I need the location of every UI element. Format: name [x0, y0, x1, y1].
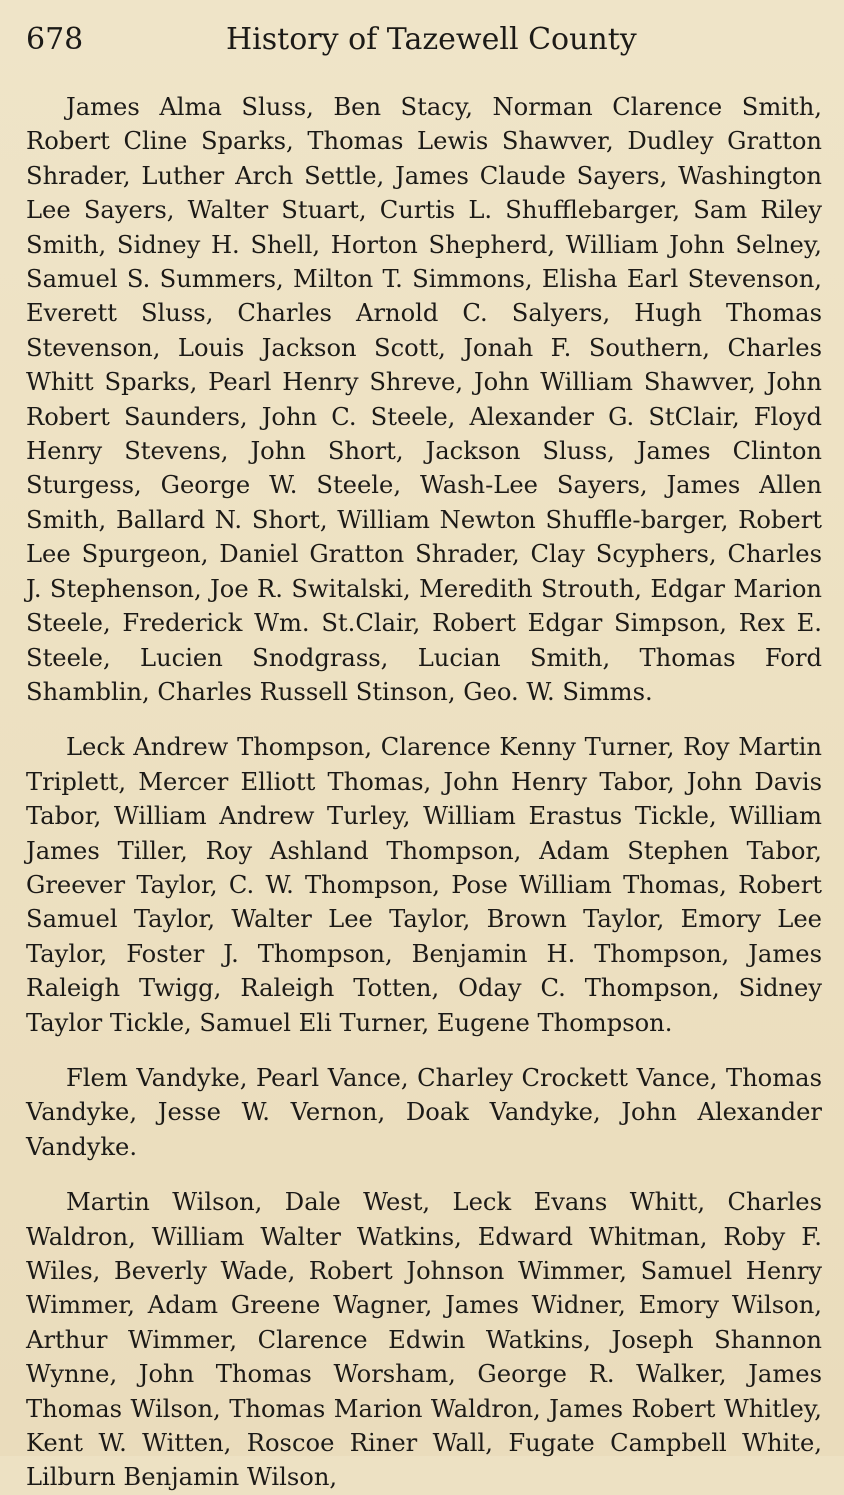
page-header: [26, 22, 818, 66]
running-title: History of Tazewell County: [226, 22, 637, 57]
page-body: [26, 90, 822, 1495]
page-number: 678: [26, 22, 84, 57]
paragraph-w-names: Martin Wilson, Dale West, Leck Evans Whitt, Charles Waldron, William Walter Watkins, Edward Whitman, Roby F. Wiles, Beverly Wade, Robert Johnson Wimmer, Samuel Henry Wimmer, Adam Greene Wagner, James Widner, Emory Wilson, Arthur Wimmer, Clarence Edwin Watkins, Joseph Shannon Wynne, John Thomas Worsham, George R. Walker, James Thomas Wilson, Thomas Marion Waldron, James Robert Whitley, Kent W. Witten, Roscoe Riner Wall, Fugate Campbell White, Lilburn Benjamin Wilson,: [26, 1188, 822, 1492]
paragraph-s-names: James Alma Sluss, Ben Stacy, Norman Clarence Smith, Robert Cline Sparks, Thomas Lewis Shawver, Dudley Gratton Shrader, Luther Arch Settle, James Claude Sayers, Washington Lee Sayers, Walter Stuart, Curtis L. Shufflebarger, Sam Riley Smith, Sidney H. Shell, Horton Shepherd, William John Selney, Samuel S. Summers, Milton T. Simmons, Elisha Earl Stevenson, Everett Sluss, Charles Arnold C. Salyers, Hugh Thomas Stevenson, Louis Jackson Scott, Jonah F. Southern, Charles Whitt Sparks, Pearl Henry Shreve, John William Shawver, John Robert Saunders, John C. Steele, Alexander G. StClair, Floyd Henry Stevens, John Short, Jackson Sluss, James Clinton Sturgess, George W. Steele, Wash-Lee Sayers, James Allen Smith, Ballard N. Short, William Newton Shuffle-barger, Robert Lee Spurgeon, Daniel Gratton Shrader, Clay Scyphers, Charles J. Stephenson, Joe R. Switalski, Meredith Strouth, Edgar Marion Steele, Frederick Wm. St.Clair, Robert Edgar Simpson, Rex E. Steele, Lucien Snodgrass, Lucian Smith, Thomas Ford Shamblin, Charles Russell Stinson, Geo. W. Simms.: [26, 93, 822, 706]
paragraph-t-names: Leck Andrew Thompson, Clarence Kenny Turner, Roy Martin Triplett, Mercer Elliott Thomas, John Henry Tabor, John Davis Tabor, William Andrew Turley, William Erastus Tickle, William James Tiller, Roy Ashland Thompson, Adam Stephen Tabor, Greever Taylor, C. W. Thompson, Pose William Thomas, Robert Samuel Taylor, Walter Lee Taylor, Brown Taylor, Emory Lee Taylor, Foster J. Thompson, Benjamin H. Thompson, James Raleigh Twigg, Raleigh Totten, Oday C. Thompson, Sidney Taylor Tickle, Samuel Eli Turner, Eugene Thompson.: [26, 733, 822, 1037]
paragraph-v-names: Flem Vandyke, Pearl Vance, Charley Crockett Vance, Thomas Vandyke, Jesse W. Vernon, Doak Vandyke, John Alexander Vandyke.: [26, 1063, 822, 1161]
